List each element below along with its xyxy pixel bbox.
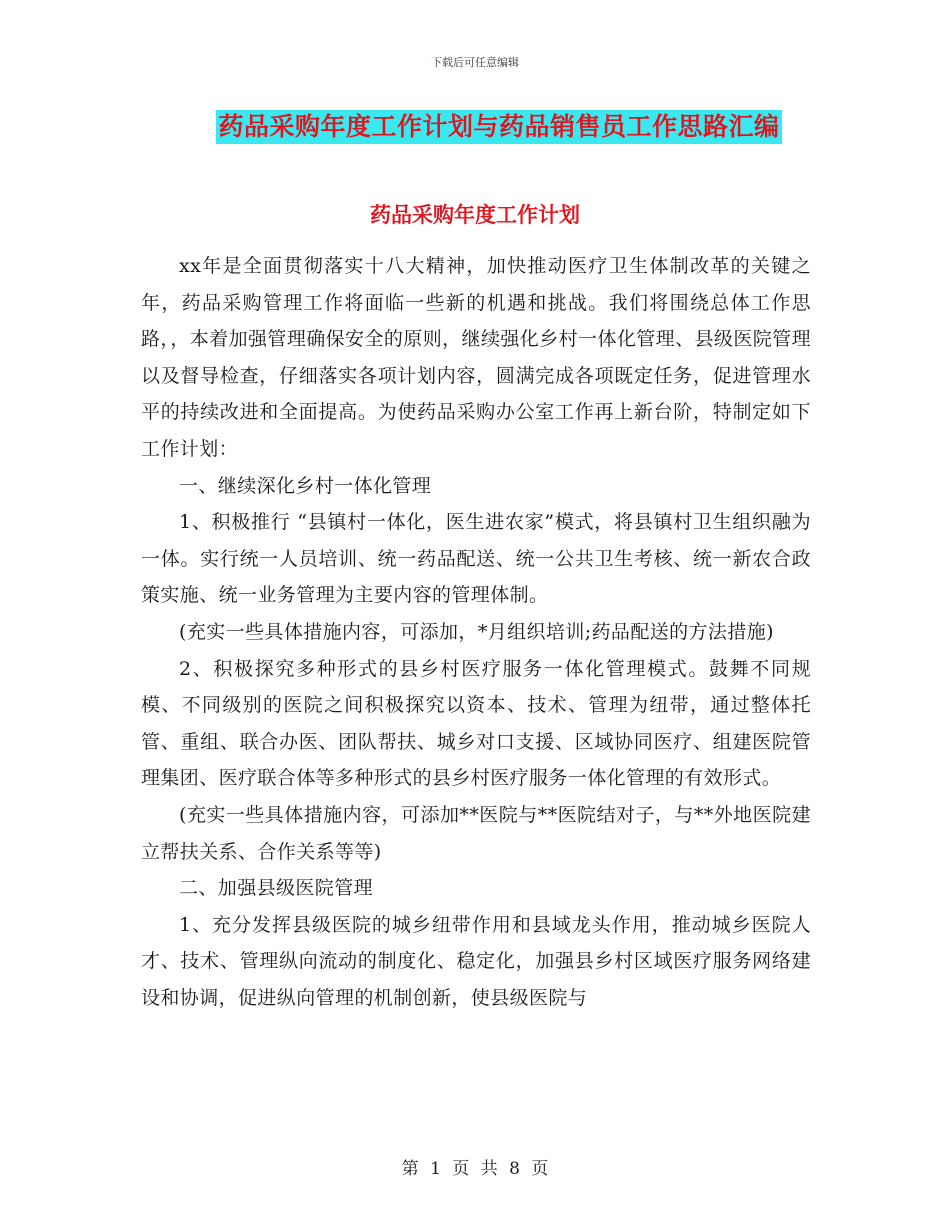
heading-1: 一、继续深化乡村一体化管理 bbox=[179, 474, 432, 497]
heading-2: 二、加强县级医院管理 bbox=[179, 877, 374, 900]
document-title: 药品采购年度工作计划与药品销售员工作思路汇编 bbox=[216, 110, 781, 144]
paragraph-intro: xx年是全面贯彻落实十八大精神，加快推动医疗卫生体制改革的关键之年，药品采购管理工作将面临一些新的机遇和挑战。我们将围绕总体工作思路，，本着加强管理确保安全的原则，继续强化乡村一体化管理、县级医院管理以及督导检查，仔细落实各项计划内容，圆满完成各项既定任务，促进管理水平的持续改进和全面提高。为使药品采购办公室工作再上新台阶，特制定如下工作计划： bbox=[141, 255, 811, 460]
paragraph-1-2-note: (充实一些具体措施内容，可添加**医院与**医院结对子，与**外地医院建立帮扶关系、合作关系等等) bbox=[141, 803, 811, 863]
paragraph-2-1: 1、充分发挥县级医院的城乡纽带作用和县域龙头作用，推动城乡医院人才、技术、管理纵向流动的制度化、稳定化，加强县乡村区域医疗服务网络建设和协调，促进纵向管理的机制创新，使县级医院与 bbox=[141, 913, 811, 1009]
document-title-container bbox=[0, 110, 950, 144]
paragraph-1-2: 2、积极探究多种形式的县乡村医疗服务一体化管理模式。鼓舞不同规模、不同级别的医院之间积极探究以资本、技术、管理为纽带，通过整体托管、重组、联合办医、团队帮扶、城乡对口支援、区域协同医疗、组建医院管理集团、医疗联合体等多种形式的县乡村医疗服务一体化管理的有效形式。 bbox=[141, 657, 811, 790]
paragraph-1-1-note: (充实一些具体措施内容，可添加，*月组织培训;药品配送的方法措施) bbox=[179, 620, 774, 643]
page-number: 第 1 页 共 8 页 bbox=[401, 1159, 549, 1179]
section-title: 药品采购年度工作计划 bbox=[370, 203, 580, 227]
page-header-note: 下载后可任意编辑 bbox=[431, 56, 519, 69]
paragraph-1-1: 1、积极推行 “县镇村一体化，医生进农家”模式，将县镇村卫生组织融为一体。实行统一人员培训、统一药品配送、统一公共卫生考核、统一新农合政策实施、统一业务管理为主要内容的管理体制。 bbox=[141, 511, 811, 607]
document-body bbox=[141, 248, 811, 1016]
